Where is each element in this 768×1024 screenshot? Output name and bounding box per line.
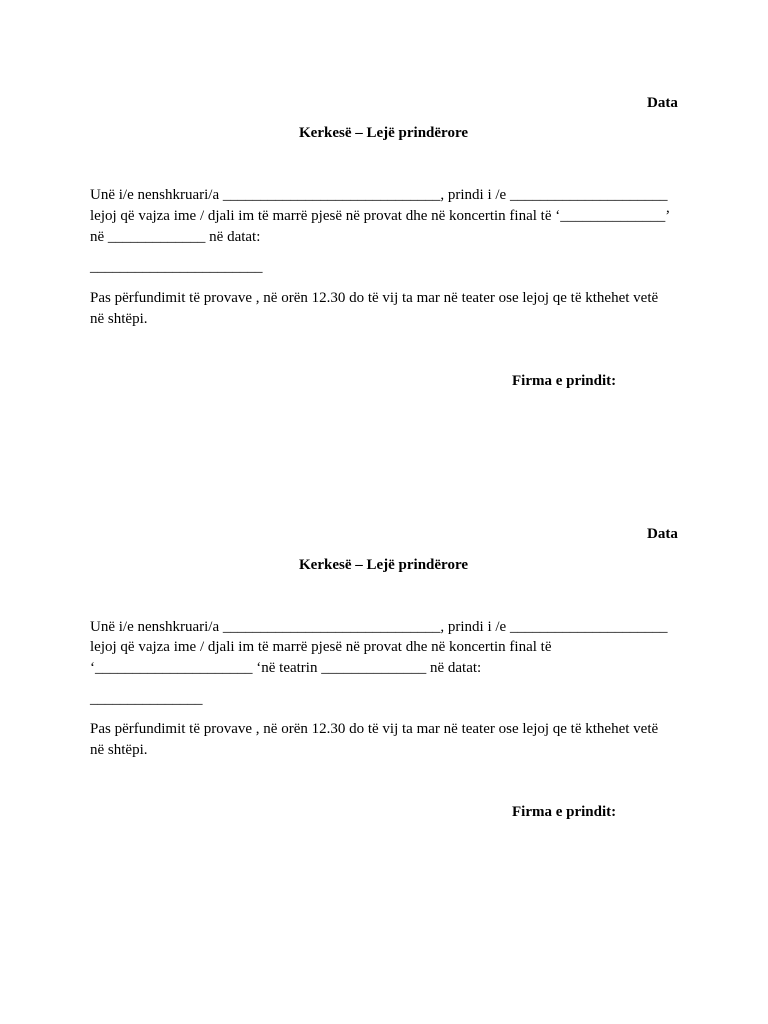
- consent-line: lejoj që vajza ime / djali im të marrë pjesë në provat dhe në koncertin final të: [90, 639, 552, 655]
- pickup-line-end: në shtëpi.: [90, 311, 148, 327]
- parent-name-line: Unë i/e nenshkruari/a _____________________________, prindi i /e _____________________: [90, 619, 668, 635]
- signature-label: Firma e prindit:: [512, 373, 617, 389]
- venue-date-line: ‘_____________________ ‘në teatrin ______________ në datat:: [90, 660, 482, 676]
- signature-label: Firma e prindit:: [512, 804, 617, 820]
- venue-date-line: në _____________ në datat:: [90, 229, 261, 245]
- form-title: Kerkesë – Lejë prindërore: [299, 557, 468, 573]
- form-title: Kerkesë – Lejë prindërore: [299, 125, 468, 141]
- consent-line: lejoj që vajza ime / djali im të marrë pjesë në provat dhe në koncertin final të ‘______________’: [90, 208, 671, 224]
- pickup-line: Pas përfundimit të provave , në orën 12.30 do të vij ta mar në teater ose lejoj qe të kthehet vetë: [90, 721, 659, 737]
- date-label: Data: [647, 526, 678, 542]
- date-label: Data: [647, 95, 678, 111]
- dates-blank: _______________________: [90, 259, 263, 275]
- parent-name-line: Unë i/e nenshkruari/a _____________________________, prindi i /e _____________________: [90, 187, 668, 203]
- pickup-line-end: në shtëpi.: [90, 742, 148, 758]
- dates-blank: _______________: [90, 691, 203, 707]
- pickup-line: Pas përfundimit të provave , në orën 12.30 do të vij ta mar në teater ose lejoj qe të kthehet vetë: [90, 290, 659, 306]
